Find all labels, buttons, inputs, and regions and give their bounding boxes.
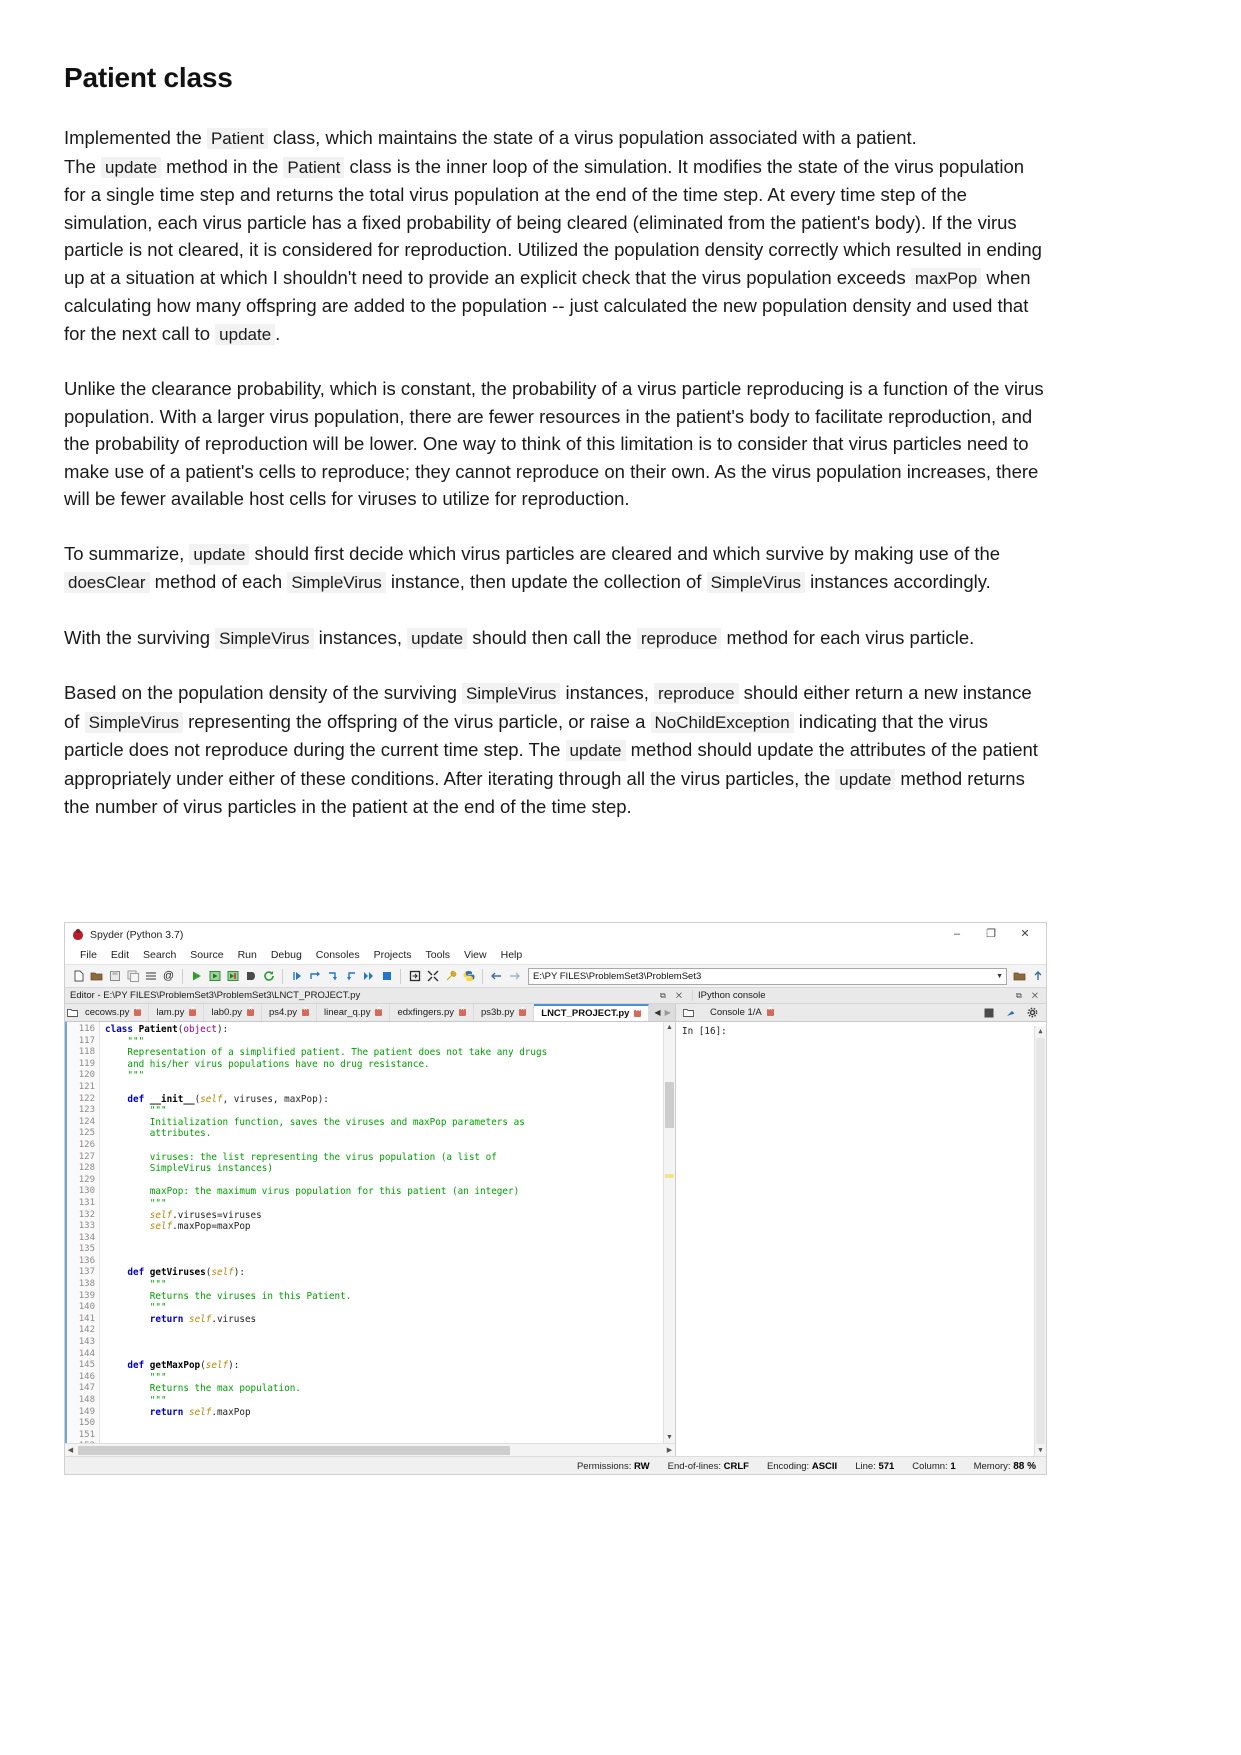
menu-item-projects[interactable]: Projects bbox=[373, 949, 412, 961]
code-line bbox=[105, 1244, 663, 1256]
inline-code: NoChildException bbox=[651, 712, 794, 733]
editor-tab-lam-py[interactable] bbox=[149, 1004, 204, 1021]
inline-code: update bbox=[215, 324, 275, 345]
save-file-icon[interactable] bbox=[106, 968, 123, 985]
code-token: .maxPop=maxPop bbox=[172, 1221, 251, 1233]
inline-code: update bbox=[566, 740, 626, 761]
code-token: , viruses, maxPop): bbox=[222, 1093, 329, 1105]
code-token: .viruses=viruses bbox=[172, 1209, 262, 1221]
window-title: Spyder (Python 3.7) bbox=[90, 928, 184, 941]
main-toolbar bbox=[65, 964, 1046, 988]
memory-status bbox=[974, 1461, 1036, 1472]
code-token: return bbox=[105, 1313, 189, 1325]
menu-item-consoles[interactable]: Consoles bbox=[315, 949, 360, 961]
line-number: 123 bbox=[78, 1105, 95, 1116]
debug-file-icon[interactable] bbox=[288, 968, 305, 985]
code-token: Patient bbox=[138, 1024, 178, 1035]
maximize-pane-icon[interactable] bbox=[406, 968, 423, 985]
pythonpath-manager-icon[interactable] bbox=[460, 968, 477, 985]
eol-status bbox=[668, 1461, 749, 1472]
line-number: 136 bbox=[78, 1255, 95, 1266]
console-options-gear-icon[interactable] bbox=[1024, 1004, 1041, 1021]
console-maximize-icon[interactable] bbox=[980, 1004, 997, 1021]
code-token: and his/her virus populations have no drug resistance. bbox=[105, 1058, 430, 1070]
code-line bbox=[105, 1186, 663, 1198]
line-number: 146 bbox=[78, 1371, 95, 1382]
line-number: 129 bbox=[78, 1174, 95, 1185]
permissions-label: Permissions: bbox=[576, 1461, 632, 1472]
column-label: Column: bbox=[912, 1461, 948, 1472]
code-line bbox=[105, 1325, 663, 1337]
scroll-up-icon[interactable]: ▲ bbox=[666, 1024, 673, 1031]
code-token: self bbox=[205, 1360, 229, 1372]
code-token: def bbox=[105, 1267, 150, 1279]
editor-tab-label: lab0.py bbox=[211, 1007, 242, 1018]
code-token: """ bbox=[105, 1197, 167, 1209]
code-token: Representation of a simplified patient. The patient does not take any drugs bbox=[105, 1047, 548, 1059]
code-token: getViruses bbox=[149, 1267, 206, 1279]
todo-marker bbox=[665, 1174, 674, 1178]
line-number: 119 bbox=[78, 1058, 95, 1069]
code-line bbox=[105, 1198, 663, 1210]
status-bar bbox=[65, 1456, 1046, 1475]
menu-item-search[interactable]: Search bbox=[143, 949, 177, 961]
line-number: 151 bbox=[78, 1429, 95, 1440]
code-token: ( bbox=[200, 1360, 206, 1372]
line-number: 139 bbox=[78, 1290, 95, 1301]
code-token: getMaxPop bbox=[149, 1360, 201, 1372]
run-cell-icon[interactable] bbox=[206, 968, 223, 985]
code-token: viruses: the list representing the virus population (a list of bbox=[105, 1151, 497, 1163]
console-pin-icon[interactable] bbox=[1002, 1004, 1019, 1021]
menu-bar bbox=[65, 946, 1046, 964]
column-value: 1 bbox=[950, 1461, 956, 1472]
working-directory-value: E:\PY FILES\ProblemSet3\ProblemSet3 bbox=[533, 970, 702, 982]
menu-item-debug[interactable]: Debug bbox=[270, 949, 302, 961]
editor-tab-ps3b-py[interactable] bbox=[474, 1004, 534, 1021]
code-line bbox=[105, 1383, 663, 1395]
code-line bbox=[105, 1117, 663, 1129]
encoding-label: Encoding: bbox=[766, 1461, 810, 1472]
code-line bbox=[105, 1105, 663, 1117]
file-switcher-icon[interactable] bbox=[142, 968, 159, 985]
browse-directory-icon[interactable] bbox=[1011, 968, 1028, 985]
editor-tab-label: lam.py bbox=[156, 1007, 185, 1018]
code-line bbox=[105, 1337, 663, 1349]
run-file-icon[interactable] bbox=[188, 968, 205, 985]
editor-tab-label: linear_q.py bbox=[323, 1007, 371, 1018]
menu-item-file[interactable]: File bbox=[80, 949, 97, 961]
code-line bbox=[105, 1360, 663, 1372]
parent-directory-icon[interactable] bbox=[1029, 968, 1046, 985]
editor-tab-edxfingers-py[interactable] bbox=[390, 1004, 474, 1021]
console-vscroll-thumb[interactable] bbox=[1036, 1038, 1045, 1444]
editor-tab-linear_q-py[interactable] bbox=[317, 1004, 390, 1021]
close-console-tab-icon[interactable] bbox=[767, 1009, 774, 1016]
inline-code: SimpleVirus bbox=[287, 572, 385, 593]
maximize-button[interactable]: ❐ bbox=[986, 928, 996, 940]
console-tab-label: Console 1/A bbox=[710, 1007, 762, 1018]
code-line bbox=[105, 1128, 663, 1140]
eol-value: CRLF bbox=[723, 1461, 749, 1472]
code-token: object bbox=[183, 1024, 217, 1035]
line-number: 147 bbox=[78, 1383, 95, 1394]
code-token: ( bbox=[194, 1093, 201, 1105]
line-number: 145 bbox=[78, 1360, 95, 1371]
tab-scroll-left-icon[interactable]: ◀ bbox=[654, 1008, 661, 1017]
line-number: 127 bbox=[78, 1151, 95, 1162]
code-line bbox=[105, 1059, 663, 1071]
code-line bbox=[105, 1349, 663, 1361]
code-token: """ bbox=[105, 1105, 167, 1117]
permissions-value: RW bbox=[633, 1461, 650, 1472]
new-file-icon[interactable] bbox=[70, 968, 87, 985]
document-page bbox=[0, 0, 1241, 821]
close-tab-icon[interactable] bbox=[134, 1009, 141, 1016]
code-line bbox=[105, 1175, 663, 1187]
inline-code: SimpleVirus bbox=[462, 683, 560, 704]
editor-pane-buttons[interactable]: ⧉ ✕ bbox=[659, 990, 686, 1000]
code-line bbox=[105, 1418, 663, 1430]
step-return-icon[interactable] bbox=[342, 968, 359, 985]
close-tab-icon[interactable] bbox=[375, 1009, 382, 1016]
line-number: 141 bbox=[78, 1313, 95, 1324]
inline-code: update bbox=[835, 769, 895, 790]
inline-code: Patient bbox=[283, 157, 344, 178]
code-token: ( bbox=[205, 1267, 212, 1279]
encoding-value: ASCII bbox=[811, 1461, 838, 1472]
step-into-icon[interactable] bbox=[324, 968, 341, 985]
code-token: ): bbox=[216, 1024, 229, 1035]
console-vertical-scrollbar[interactable] bbox=[1034, 1026, 1046, 1456]
code-token: """ bbox=[105, 1395, 167, 1406]
panes-container bbox=[65, 1004, 1046, 1456]
line-number: 133 bbox=[78, 1221, 95, 1232]
stop-debug-icon[interactable] bbox=[378, 968, 395, 985]
inline-code: SimpleVirus bbox=[85, 712, 183, 733]
code-token: """ bbox=[105, 1035, 145, 1047]
back-icon[interactable] bbox=[488, 968, 505, 985]
editor-tabs bbox=[78, 1004, 649, 1021]
inline-code: SimpleVirus bbox=[215, 628, 313, 649]
code-line bbox=[105, 1163, 663, 1175]
code-token: .maxPop bbox=[211, 1406, 251, 1418]
editor-caption-text: Editor - E:\PY FILES\ProblemSet3\ProblemSet3\LNCT_PROJECT.py bbox=[70, 990, 361, 1001]
browse-consoles-icon[interactable] bbox=[680, 1004, 697, 1021]
code-token: attributes. bbox=[105, 1128, 212, 1140]
line-number: 144 bbox=[78, 1348, 95, 1359]
editor-tab-LNCT_PROJECT-py[interactable] bbox=[534, 1004, 649, 1021]
code-text[interactable] bbox=[100, 1022, 663, 1443]
line-number: 131 bbox=[78, 1197, 95, 1208]
close-button[interactable]: ✕ bbox=[1020, 928, 1030, 940]
fullscreen-icon[interactable] bbox=[424, 968, 441, 985]
code-line bbox=[105, 1395, 663, 1407]
code-token: self bbox=[188, 1406, 212, 1418]
spyder-titlebar bbox=[65, 923, 1046, 946]
symbol-finder-icon[interactable]: @ bbox=[162, 969, 175, 982]
code-token: self bbox=[105, 1209, 173, 1221]
console-output-area[interactable] bbox=[676, 1022, 1046, 1456]
open-file-icon[interactable] bbox=[88, 968, 105, 985]
code-token: ): bbox=[233, 1267, 245, 1279]
toolbar-separator bbox=[482, 969, 483, 984]
code-token: ( bbox=[177, 1024, 184, 1035]
code-line bbox=[105, 1314, 663, 1326]
encoding-status bbox=[767, 1461, 837, 1472]
line-number: 149 bbox=[78, 1406, 95, 1417]
inline-code: SimpleVirus bbox=[707, 572, 805, 593]
line-number: 128 bbox=[78, 1163, 95, 1174]
code-line bbox=[105, 1267, 663, 1279]
forward-icon[interactable] bbox=[506, 968, 523, 985]
toolbar-separator bbox=[182, 969, 183, 984]
editor-pane bbox=[65, 1004, 675, 1456]
editor-tab-lab0-py[interactable] bbox=[204, 1004, 262, 1021]
code-editor[interactable] bbox=[65, 1022, 675, 1443]
inline-code: doesClear bbox=[64, 572, 150, 593]
code-token: """ bbox=[105, 1279, 167, 1291]
code-token: self bbox=[105, 1221, 173, 1233]
menu-item-tools[interactable]: Tools bbox=[425, 949, 451, 961]
line-number: 140 bbox=[78, 1302, 95, 1313]
line-number: 132 bbox=[78, 1209, 95, 1220]
close-tab-icon[interactable] bbox=[247, 1009, 254, 1016]
code-token: SimpleVirus instances) bbox=[105, 1163, 273, 1175]
permissions-status bbox=[577, 1461, 650, 1472]
code-line bbox=[105, 1221, 663, 1233]
code-line bbox=[105, 1430, 663, 1442]
editor-vertical-scrollbar[interactable] bbox=[663, 1022, 675, 1443]
editor-horizontal-scrollbar[interactable] bbox=[65, 1443, 675, 1456]
line-number: 122 bbox=[78, 1093, 95, 1104]
run-selection-icon[interactable] bbox=[242, 968, 259, 985]
code-token: Returns the max population. bbox=[105, 1383, 301, 1395]
code-token: return bbox=[105, 1406, 189, 1418]
toolbar-separator bbox=[282, 969, 283, 984]
line-number: 125 bbox=[78, 1128, 95, 1139]
code-token: self bbox=[200, 1093, 223, 1105]
inline-code: reproduce bbox=[637, 628, 722, 649]
editor-tab-ps4-py[interactable] bbox=[262, 1004, 317, 1021]
code-token: __init__ bbox=[149, 1093, 195, 1105]
editor-hscroll-thumb[interactable] bbox=[78, 1446, 510, 1455]
code-token: ): bbox=[228, 1360, 240, 1372]
code-token: """ bbox=[105, 1302, 167, 1314]
code-token: """ bbox=[105, 1070, 145, 1082]
inline-code: maxPop bbox=[911, 268, 981, 289]
line-number: 118 bbox=[78, 1047, 95, 1058]
console-tabstrip bbox=[676, 1004, 1046, 1022]
console-scroll-down-icon[interactable]: ▼ bbox=[1038, 1446, 1043, 1454]
line-status bbox=[855, 1461, 894, 1472]
line-number: 150 bbox=[78, 1418, 95, 1429]
editor-tab-label: edxfingers.py bbox=[397, 1007, 454, 1018]
memory-label: Memory: bbox=[973, 1461, 1011, 1472]
close-tab-icon[interactable] bbox=[302, 1009, 309, 1016]
code-line bbox=[105, 1302, 663, 1314]
line-number: 135 bbox=[78, 1244, 95, 1255]
line-number-gutter bbox=[67, 1022, 100, 1443]
paragraph-p4: With the surviving SimpleVirus instances, update should then call the reproduce method for each virus particle. bbox=[64, 626, 975, 648]
line-number: 134 bbox=[78, 1232, 95, 1243]
line-number: 126 bbox=[78, 1139, 95, 1150]
code-line bbox=[105, 1152, 663, 1164]
code-line bbox=[105, 1233, 663, 1245]
code-line bbox=[105, 1140, 663, 1152]
code-line bbox=[105, 1256, 663, 1268]
document-body bbox=[64, 124, 1177, 821]
toolbar-separator bbox=[400, 969, 401, 984]
line-number: 117 bbox=[78, 1035, 95, 1046]
console-tab[interactable] bbox=[703, 1007, 781, 1018]
code-token: Returns the viruses in this Patient. bbox=[105, 1290, 352, 1302]
code-token: .viruses bbox=[211, 1313, 257, 1325]
line-number: 130 bbox=[78, 1186, 95, 1197]
code-line bbox=[105, 1279, 663, 1291]
code-token: class bbox=[105, 1024, 139, 1035]
console-pane-buttons[interactable]: ⧉ ✕ bbox=[1015, 990, 1042, 1000]
save-all-icon[interactable] bbox=[124, 968, 141, 985]
paragraph-p5: Based on the population density of the surviving SimpleVirus instances, reproduce should either return a new instance of SimpleVirus representing the offspring of the virus particle, or raise a NoChildException indicating that the virus particle does not reproduce during the current time step. The update method should update the attributes of the patient appropriately under either of these conditions. After iterating through all the virus particles, the update method returns the number of virus particles in the patient at the end of the time step. bbox=[64, 682, 1038, 817]
scroll-left-icon[interactable]: ◀ bbox=[67, 1447, 74, 1454]
menu-item-view[interactable]: View bbox=[464, 949, 487, 961]
console-caption-text: IPython console bbox=[692, 990, 1016, 1001]
code-line bbox=[105, 1407, 663, 1419]
continue-icon[interactable] bbox=[360, 968, 377, 985]
menu-item-run[interactable]: Run bbox=[237, 949, 257, 961]
editor-tab-label: ps3b.py bbox=[480, 1007, 515, 1018]
preferences-icon[interactable] bbox=[442, 968, 459, 985]
code-line bbox=[105, 1070, 663, 1082]
line-number: 124 bbox=[78, 1116, 95, 1127]
page-title: Patient class bbox=[64, 62, 233, 93]
editor-tabstrip bbox=[65, 1004, 675, 1022]
inline-code: reproduce bbox=[654, 683, 739, 704]
console-input-prompt: In [16]: bbox=[682, 1026, 727, 1037]
code-line bbox=[105, 1210, 663, 1222]
code-token: maxPop: the maximum virus population for this patient (an integer) bbox=[105, 1186, 520, 1198]
line-number: 137 bbox=[78, 1267, 95, 1278]
paragraph-p2: Unlike the clearance probability, which is constant, the probability of a virus particle reproducing is a function of the virus population. With a larger virus population, there are fewer resources in the patient's body to facilitate reproduction, and the probability of reproduction will be lower. One way to think of this limitation is to consider that virus particles need to make use of a patient's cells to reproduce; they cannot reproduce on their own. As the virus population increases, there will be fewer available host cells for viruses to utilize for reproduction. bbox=[64, 378, 1044, 509]
column-status bbox=[912, 1461, 955, 1472]
inline-code: update bbox=[189, 544, 249, 565]
editor-vscroll-thumb[interactable] bbox=[665, 1082, 674, 1128]
close-tab-icon[interactable] bbox=[519, 1009, 526, 1016]
close-tab-icon[interactable] bbox=[634, 1010, 641, 1017]
editor-caption bbox=[65, 988, 1046, 1004]
code-line bbox=[105, 1094, 663, 1106]
paragraph-p3: To summarize, update should first decide which virus particles are cleared and which survive by making use of the doesClear method of each SimpleVirus instance, then update the collection of SimpleVirus instances accordingly. bbox=[64, 542, 1001, 592]
run-cell-and-advance-icon[interactable] bbox=[224, 968, 241, 985]
scroll-down-icon[interactable]: ▼ bbox=[666, 1434, 673, 1441]
line-label: Line: bbox=[855, 1461, 876, 1472]
line-number: 142 bbox=[78, 1325, 95, 1336]
code-line bbox=[105, 1291, 663, 1303]
code-token: def bbox=[105, 1360, 150, 1372]
ipython-console-pane bbox=[675, 1004, 1046, 1456]
menu-item-source[interactable]: Source bbox=[190, 949, 224, 961]
scroll-right-icon[interactable]: ▶ bbox=[666, 1447, 673, 1454]
window-controls bbox=[940, 923, 1042, 946]
code-line bbox=[105, 1372, 663, 1384]
eol-label: End-of-lines: bbox=[667, 1461, 721, 1472]
re-run-icon[interactable] bbox=[260, 968, 277, 985]
step-over-icon[interactable] bbox=[306, 968, 323, 985]
spyder-window-screenshot bbox=[64, 922, 1047, 1475]
editor-tab-label: cecows.py bbox=[85, 1007, 130, 1018]
menu-item-edit[interactable]: Edit bbox=[110, 949, 130, 961]
inline-code: update bbox=[101, 157, 161, 178]
browse-tabs-icon[interactable] bbox=[67, 1004, 78, 1021]
chevron-down-icon[interactable]: ▼ bbox=[996, 972, 1003, 980]
code-line bbox=[105, 1082, 663, 1094]
line-value: 571 bbox=[878, 1461, 895, 1472]
code-token: self bbox=[188, 1313, 212, 1325]
line-number: 120 bbox=[78, 1070, 95, 1081]
editor-tab-cecows-py[interactable] bbox=[78, 1004, 149, 1021]
code-line bbox=[105, 1036, 663, 1048]
code-line bbox=[105, 1047, 663, 1059]
working-directory-input[interactable] bbox=[528, 968, 1007, 985]
inline-code: Patient bbox=[207, 128, 268, 149]
minimize-button[interactable]: – bbox=[953, 928, 961, 940]
code-line bbox=[105, 1024, 663, 1036]
code-token: self bbox=[211, 1267, 234, 1279]
line-number: 116 bbox=[78, 1024, 95, 1034]
line-number: 148 bbox=[78, 1395, 95, 1405]
inline-code: update bbox=[407, 628, 467, 649]
code-token: """ bbox=[105, 1371, 167, 1383]
close-tab-icon[interactable] bbox=[189, 1009, 196, 1016]
code-token: def bbox=[105, 1093, 150, 1105]
line-number: 138 bbox=[78, 1279, 95, 1290]
code-token: Initialization function, saves the viruses and maxPop parameters as bbox=[105, 1116, 525, 1128]
line-number: 121 bbox=[78, 1081, 95, 1092]
paragraph-p1: Implemented the Patient class, which maintains the state of a virus population associated with a patient. The update method in the Patient class is the inner loop of the simulation. It modifies the state of the virus population for a single time step and returns the total virus population at the end of the time step. At every time step of the simulation, each virus particle has a fixed probability of being cleared (eliminated from the patient's body). If the virus particle is not cleared, it is considered for reproduction. Utilized the population density correctly which resulted in ending up at a situation at which I shouldn't need to provide an explicit check that the virus population exceeds maxPop when calculating how many offspring are added to the population -- just calculated the new population density and used that for the next call to update . bbox=[64, 127, 1042, 344]
menu-item-help[interactable]: Help bbox=[500, 949, 523, 961]
close-tab-icon[interactable] bbox=[459, 1009, 466, 1016]
tab-scroll-controls[interactable] bbox=[649, 1004, 675, 1021]
editor-tab-label: LNCT_PROJECT.py bbox=[541, 1008, 630, 1019]
tab-scroll-right-icon[interactable]: ▶ bbox=[664, 1008, 671, 1017]
line-number: 143 bbox=[78, 1337, 95, 1348]
console-scroll-up-icon[interactable]: ▲ bbox=[1038, 1027, 1043, 1035]
memory-value: 88 % bbox=[1013, 1461, 1036, 1472]
editor-tab-label: ps4.py bbox=[268, 1007, 297, 1018]
spyder-logo-icon bbox=[72, 929, 84, 941]
